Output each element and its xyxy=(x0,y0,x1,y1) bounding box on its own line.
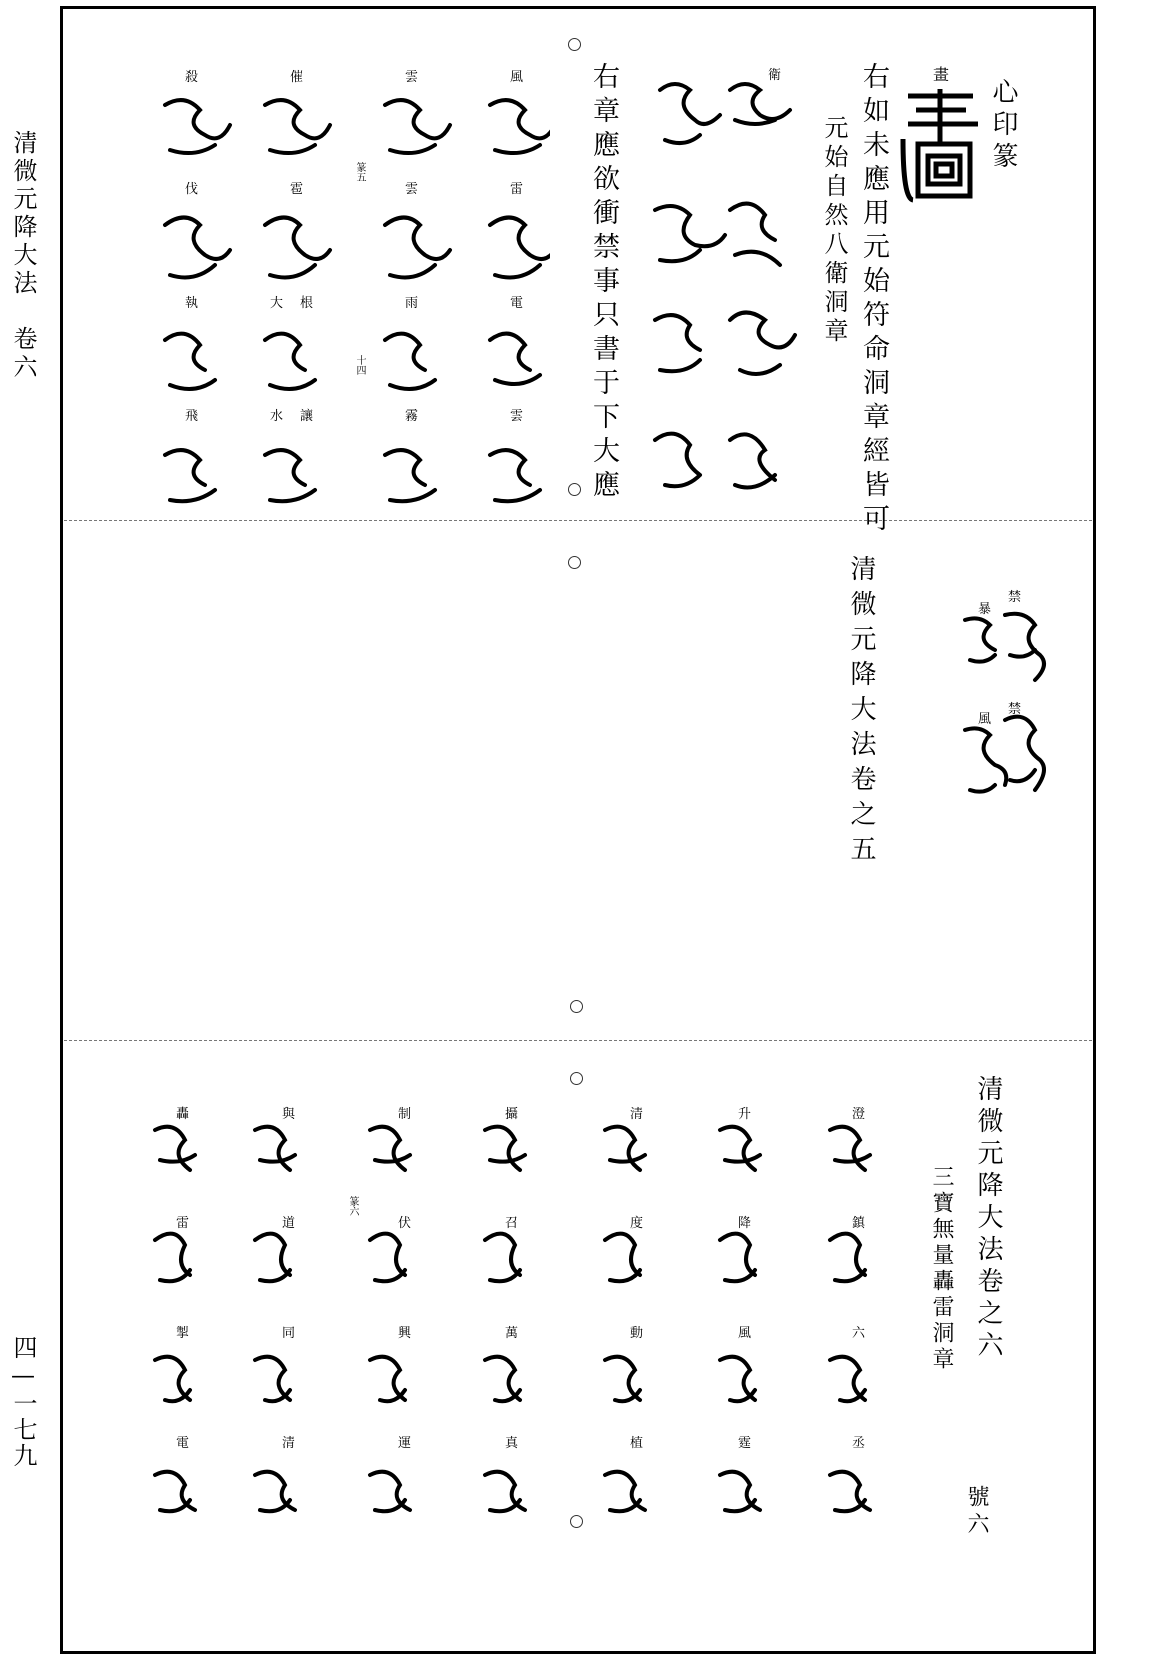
glyph-label: 真 xyxy=(505,1436,519,1451)
glyph-label: 鎮 xyxy=(852,1216,866,1231)
glyph-label: 萬 xyxy=(505,1326,519,1341)
glyph-label: 雹 xyxy=(290,182,304,197)
glyph-label: 執 xyxy=(185,296,199,311)
note-column-2: 元始自然八衛洞章 xyxy=(820,115,848,347)
glyph-label: 召 xyxy=(505,1216,519,1231)
panel-divider-top xyxy=(64,520,1092,521)
seal-character-large xyxy=(898,84,988,204)
glyph-label: 同 xyxy=(282,1326,296,1341)
volume-label: 卷六 xyxy=(9,326,37,382)
margin-title xyxy=(6,130,41,382)
glyph-label: 電 xyxy=(510,296,524,311)
glyph-label: 雷 xyxy=(176,1216,190,1231)
chapter-subtitle: 三寶無量轟雷洞章 xyxy=(929,1165,954,1373)
glyph-label: 風 xyxy=(978,712,992,727)
glyph-label: 伏 xyxy=(398,1216,412,1231)
binding-hole xyxy=(568,556,581,569)
glyph-label: 雲 xyxy=(405,182,419,197)
binding-hole xyxy=(570,1000,583,1013)
glyph-label: 降 xyxy=(738,1216,752,1231)
note-column-3: 右章應欲衝禁事只書于下大應 xyxy=(588,62,619,504)
glyph-label: 根 xyxy=(300,296,314,311)
book-title: 清微元降大法 xyxy=(9,130,37,298)
glyph-label: 霧 xyxy=(405,409,419,424)
glyph-label: 動 xyxy=(630,1326,644,1341)
seq-marker-14: 十四 xyxy=(354,355,365,375)
glyph-label: 雲 xyxy=(510,409,524,424)
glyph-label: 制 xyxy=(398,1107,412,1122)
seq-marker-6: 篆六 xyxy=(347,1196,358,1216)
glyph-label: 霆 xyxy=(738,1436,752,1451)
glyph-label: 度 xyxy=(630,1216,644,1231)
glyph-label: 與 xyxy=(282,1107,296,1122)
glyph-label: 雷 xyxy=(510,182,524,197)
glyph-label: 讓 xyxy=(300,409,314,424)
seal-number: 號六 xyxy=(964,1485,989,1539)
glyph-label: 禁 xyxy=(1008,590,1022,605)
glyph-label: 轟 xyxy=(176,1107,190,1122)
glyph-label: 水 xyxy=(270,409,284,424)
glyph-label: 風 xyxy=(510,70,524,85)
glyph-label: 衛 xyxy=(768,68,782,83)
glyph-label: 大 xyxy=(270,296,284,311)
glyph-label: 飛 xyxy=(185,409,199,424)
glyph-label: 暴 xyxy=(978,602,992,617)
section-title: 心印篆 xyxy=(988,78,1018,174)
glyph-label: 掣 xyxy=(176,1326,190,1341)
glyph-label: 植 xyxy=(630,1436,644,1451)
glyph-label: 升 xyxy=(738,1107,752,1122)
glyph-label: 雨 xyxy=(405,296,419,311)
seal-glyph-block-d xyxy=(140,1090,910,1540)
glyph-label: 六 xyxy=(852,1326,866,1341)
glyph-label: 禁 xyxy=(1008,702,1022,717)
glyph-label: 催 xyxy=(290,70,304,85)
volume-end-title: 清微元降大法卷之五 xyxy=(846,555,876,870)
note-column-1: 右如未應用元始符命洞章經皆可 xyxy=(858,62,889,538)
glyph-label: 丞 xyxy=(852,1436,866,1451)
seal-label: 畫 xyxy=(933,65,950,84)
glyph-label: 清 xyxy=(282,1436,296,1451)
glyph-label: 風 xyxy=(738,1326,752,1341)
glyph-label: 興 xyxy=(398,1326,412,1341)
seal-glyph-block-c xyxy=(950,610,1050,830)
seal-glyph-block-a xyxy=(620,60,800,510)
binding-hole xyxy=(568,38,581,51)
glyph-label: 清 xyxy=(630,1107,644,1122)
page-number: 四—一七九 xyxy=(9,1335,37,1469)
glyph-label: 道 xyxy=(282,1216,296,1231)
glyph-label: 雲 xyxy=(405,70,419,85)
glyph-label: 殺 xyxy=(185,70,199,85)
binding-hole xyxy=(568,483,581,496)
seq-marker-5: 篆五 xyxy=(354,162,365,182)
panel-divider-bottom xyxy=(64,1040,1092,1041)
volume-title: 清微元降大法卷之六 xyxy=(973,1075,1003,1363)
seal-glyph-block-b xyxy=(150,60,550,510)
glyph-label: 運 xyxy=(398,1436,412,1451)
glyph-label: 電 xyxy=(176,1436,190,1451)
binding-hole xyxy=(570,1072,583,1085)
glyph-label: 攝 xyxy=(505,1107,519,1122)
glyph-label: 澄 xyxy=(852,1107,866,1122)
glyph-label: 伐 xyxy=(185,182,199,197)
